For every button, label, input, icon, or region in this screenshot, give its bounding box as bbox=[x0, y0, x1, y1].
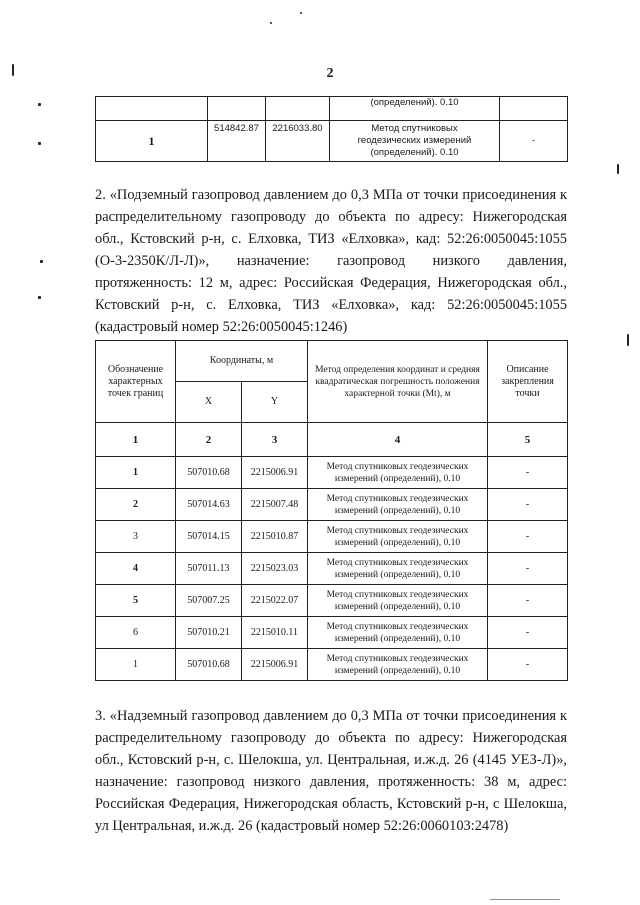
column-number: 4 bbox=[308, 423, 488, 457]
scan-mark bbox=[617, 164, 619, 174]
table-row bbox=[96, 553, 568, 585]
fixing-cell: - bbox=[488, 489, 568, 521]
y-cell: 2215007.48 bbox=[242, 489, 308, 521]
point-cell: 1 bbox=[96, 649, 176, 681]
scan-mark bbox=[627, 334, 629, 346]
method-cell: Метод спутниковых геодезических измерений (определений), 0.10 bbox=[308, 553, 488, 585]
point-cell: 1 bbox=[96, 121, 208, 162]
scan-mark bbox=[38, 142, 41, 145]
scan-mark bbox=[38, 103, 41, 106]
point-cell: 1 bbox=[96, 457, 176, 489]
fixing-cell: - bbox=[488, 649, 568, 681]
method-cell: Метод спутниковых геодезических измерений (определений), 0.10 bbox=[308, 649, 488, 681]
point-cell: 2 bbox=[96, 489, 176, 521]
y-cell: 2215006.91 bbox=[242, 649, 308, 681]
method-cell: Метод спутниковых геодезических измерений (определений), 0.10 bbox=[308, 457, 488, 489]
point-cell: 6 bbox=[96, 617, 176, 649]
coordinates-table bbox=[95, 340, 568, 681]
method-cell: Метод спутниковых геодезических измерений (определений), 0.10 bbox=[308, 521, 488, 553]
y-cell: 2215023.03 bbox=[242, 553, 308, 585]
column-number: 1 bbox=[96, 423, 176, 457]
column-number: 2 bbox=[176, 423, 242, 457]
paragraph-2 bbox=[95, 184, 567, 338]
table-row bbox=[96, 97, 568, 121]
x-cell: 514842.87 bbox=[208, 121, 266, 162]
column-number-row bbox=[96, 423, 568, 457]
table-row bbox=[96, 617, 568, 649]
x-cell: 507010.68 bbox=[176, 457, 242, 489]
scan-mark bbox=[490, 899, 560, 900]
table-row bbox=[96, 457, 568, 489]
table-row bbox=[96, 521, 568, 553]
header-fixing: Описание закрепления точки bbox=[488, 341, 568, 423]
fixing-cell: - bbox=[488, 585, 568, 617]
header-y: Y bbox=[242, 382, 308, 423]
scan-mark bbox=[40, 260, 43, 263]
fixing-cell: - bbox=[488, 457, 568, 489]
scan-mark bbox=[300, 12, 302, 14]
x-cell: 507014.15 bbox=[176, 521, 242, 553]
x-cell: 507007.25 bbox=[176, 585, 242, 617]
header-coordinates: Координаты, м bbox=[176, 341, 308, 382]
fixing-cell: - bbox=[500, 121, 568, 162]
column-number: 5 bbox=[488, 423, 568, 457]
point-cell: 3 bbox=[96, 521, 176, 553]
table-header-row bbox=[96, 341, 568, 382]
header-point: Обозначение характерных точек границ bbox=[96, 341, 176, 423]
y-cell: 2215006.91 bbox=[242, 457, 308, 489]
table-row bbox=[96, 649, 568, 681]
x-cell: 507010.68 bbox=[176, 649, 242, 681]
y-cell: 2215010.87 bbox=[242, 521, 308, 553]
point-cell: 5 bbox=[96, 585, 176, 617]
header-x: X bbox=[176, 382, 242, 423]
scan-mark bbox=[270, 22, 272, 24]
method-cell: (определений). 0.10 bbox=[330, 97, 500, 121]
point-cell: 4 bbox=[96, 553, 176, 585]
paragraph-3 bbox=[95, 705, 567, 837]
table-row bbox=[96, 585, 568, 617]
x-cell: 507014.63 bbox=[176, 489, 242, 521]
fixing-cell: - bbox=[488, 521, 568, 553]
method-cell: Метод спутниковых геодезических измерений (определений), 0.10 bbox=[308, 585, 488, 617]
y-cell: 2216033.80 bbox=[266, 121, 330, 162]
y-cell: 2215010.11 bbox=[242, 617, 308, 649]
y-cell: 2215022.07 bbox=[242, 585, 308, 617]
method-cell: Метод спутниковых геодезических измерений (определений). 0.10 bbox=[330, 121, 500, 162]
fixing-cell: - bbox=[488, 617, 568, 649]
method-cell: Метод спутниковых геодезических измерений (определений), 0.10 bbox=[308, 489, 488, 521]
x-cell: 507011.13 bbox=[176, 553, 242, 585]
header-method: Метод определения координат и средняя квадратическая погрешность положения характерной точки (Mt), м bbox=[308, 341, 488, 423]
scan-mark bbox=[38, 296, 41, 299]
column-number: 3 bbox=[242, 423, 308, 457]
paragraph-text: 2. «Подземный газопровод давлением до 0,3 МПа от точки присоединения к распределительному газопроводу до объекта по адресу: Нижегородская обл., Кстовский р-н, с. Елховка, ТИЗ «Елховка», кад: 52:26:0050045:1055 (О-3-2350К/Л-Л)», назначение: газопровод низкого давления, протяженность: 12 м, адрес: Российская Федерация, Нижегородская обл., Кстовский р-н, с. Елховка, ТИЗ «Елховка», кад: 52:26:0050045:1055 (кадастровый номер 52:26:0050045:1246) bbox=[95, 187, 567, 335]
coordinates-table-continued bbox=[95, 96, 568, 162]
x-cell: 507010.21 bbox=[176, 617, 242, 649]
method-cell: Метод спутниковых геодезических измерений (определений), 0.10 bbox=[308, 617, 488, 649]
paragraph-text: 3. «Надземный газопровод давлением до 0,3 МПа от точки присоединения к распределительному газопроводу до объекта по адресу: Нижегородская обл., Кстовский р-н, с. Шелокша, ул. Центральная, и.ж.д. 26 (4145 УЕЗ-Л)», назначение: газопровод низкого давления, протяженность: 38 м, адрес: Российская Федерация, Нижегородская область, Кстовский р-н, с Шелокша, ул Центральная, и.ж.д. 26 (кадастровый номер 52:26:0060103:2478) bbox=[95, 708, 567, 834]
table-row bbox=[96, 121, 568, 162]
table-row bbox=[96, 489, 568, 521]
page-number: 2 bbox=[326, 66, 334, 81]
fixing-cell: - bbox=[488, 553, 568, 585]
